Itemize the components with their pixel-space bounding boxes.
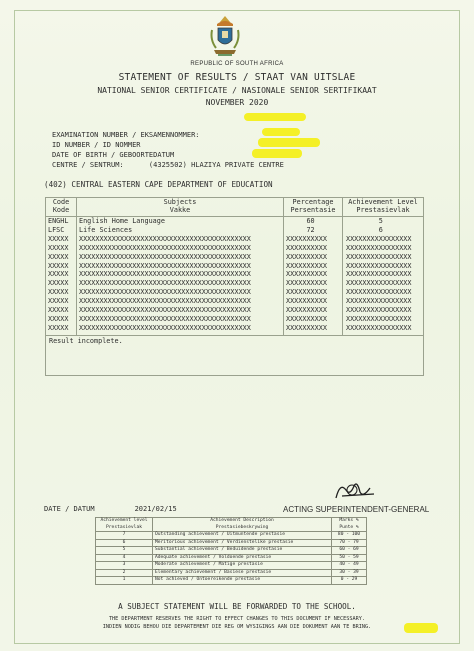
key-marks-cell: 80 - 100 [332,532,367,540]
subjects-header: Subjects Vakke [77,198,284,217]
exam-number-label: EXAMINATION NUMBER / EKSAMENNOMMER: [52,131,200,139]
department-label: (402) CENTRAL EASTERN CAPE DEPARTMENT OF EDUCATION [44,180,273,189]
key-level-cell: 5 [96,547,153,555]
key-row [96,532,367,540]
key-desc-cell: Substantial achievement / Beduidende prestasie [153,547,332,555]
redaction-highlight [258,138,320,147]
key-row [96,539,367,547]
key-row [96,562,367,570]
key-body [96,532,367,585]
reserve-note: THE DEPARTMENT RESERVES THE RIGHT TO EFFECT CHANGES TO THIS DOCUMENT IF NECESSARY. [108,616,366,622]
result-remark: Result incomplete. [46,336,424,376]
key-level-cell: 3 [96,562,153,570]
key-row [96,577,367,585]
key-marks-cell: 50 - 59 [332,554,367,562]
subjects-column: English Home Language Life Sciences XXXXXXXXXXXXXXXXXXXXXXXXXXXXXXXXXXXXXXXXXX XXXXXXXXXXXXXXXXXXXXXXXXXXXXXXXXXXXXXXXXXX XXXXXXXXXXXXXXXXXXXXXXXXXXXXXXXXXXXXXXXXXX XXXXXXXXXXXXXXXXXXXXXXXXXXXXXXXXXXXXXXXXXX XXXXXXXXXXXXXXXXXXXXXXXXXXXXXXXXXXXXXXXXXX XXXXXXXXXXXXXXXXXXXXXXXXXXXXXXXXXXXXXXXXXX XXXXXXXXXXXXXXXXXXXXXXXXXXXXXXXXXXXXXXXXXX XXXXXXXXXXXXXXXXXXXXXXXXXXXXXXXXXXXXXXXXXX XXXXXXXXXXXXXXXXXXXXXXXXXXXXXXXXXXXXXXXXXX XXXXXXXXXXXXXXXXXXXXXXXXXXXXXXXXXXXXXXXXXX XXXXXXXXXXXXXXXXXXXXXXXXXXXXXXXXXXXXXXXXXX [77,217,284,336]
acting-superintendent-label: ACTING SUPERINTENDENT-GENERAL [283,505,430,514]
key-marks-cell: 0 - 29 [332,577,367,585]
key-header-row [96,518,367,532]
key-level-header: Achievement level Prestasievlak [96,518,153,532]
exam-session: NOVEMBER 2020 [205,98,269,107]
key-marks-cell: 70 - 79 [332,539,367,547]
date-value: 2021/02/15 [134,505,177,513]
key-level-cell: 4 [96,554,153,562]
redaction-highlight [252,149,302,158]
key-marks-cell: 30 - 39 [332,569,367,577]
key-row [96,547,367,555]
key-level-cell: 2 [96,569,153,577]
percentage-header: Percentage Persentasie [284,198,343,217]
key-marks-header: Marks % Punte % [332,518,367,532]
signature-icon [330,478,378,504]
key-level-cell: 7 [96,532,153,540]
date-label: DATE / DATUM [44,505,95,513]
key-desc-cell: Moderate achievement / Matige prestasie [153,562,332,570]
forwarded-note: A SUBJECT STATEMENT WILL BE FORWARDED TO THE SCHOOL. [118,602,356,611]
dob-label: DATE OF BIRTH / GEBOORTEDATUM [52,151,175,159]
reserve-note-afrikaans: INDIEN NODIG BEHOU DIE DEPARTEMENT DIE REG OM WYSIGINGS AAN DIE DOKUMENT AAN TE BRING. [102,624,372,630]
coat-of-arms-icon [208,14,242,60]
achievement-key-table [95,517,367,585]
redaction-highlight [262,128,300,136]
code-column: ENGHL LFSC XXXXX XXXXX XXXXX XXXXX XXXXX XXXXX XXXXX XXXXX XXXXX XXXXX XXXXX [46,217,77,336]
code-header: Code Kode [46,198,77,217]
date-row [44,505,177,513]
key-marks-cell: 60 - 69 [332,547,367,555]
id-number-label: ID NUMBER / ID NOMMER [52,141,141,149]
results-table [45,197,424,376]
results-header-row [46,198,424,217]
key-desc-cell: Elementary achievement / Basiese prestasie [153,569,332,577]
level-column: 5 6 XXXXXXXXXXXXXXXX XXXXXXXXXXXXXXXX XXXXXXXXXXXXXXXX XXXXXXXXXXXXXXXX XXXXXXXXXXXXXXXX XXXXXXXXXXXXXXXX XXXXXXXXXXXXXXXX XXXXXXXXXXXXXXXX XXXXXXXXXXXXXXXX XXXXXXXXXXXXXXXX XXXXXXXXXXXXXXXX [343,217,424,336]
key-row [96,569,367,577]
results-remark-row [46,336,424,376]
key-marks-cell: 40 - 49 [332,562,367,570]
percentage-column: 60 72 XXXXXXXXXX XXXXXXXXXX XXXXXXXXXX XXXXXXXXXX XXXXXXXXXX XXXXXXXXXX XXXXXXXXXX XXXXXXXXXX XXXXXXXXXX XXXXXXXXXX XXXXXXXXXX [284,217,343,336]
country-label: REPUBLIC OF SOUTH AFRICA [190,61,284,67]
key-level-cell: 6 [96,539,153,547]
key-desc-cell: Not achieved / Ontoereikende prestasie [153,577,332,585]
key-desc-cell: Adequate achievement / Voldoende prestasie [153,554,332,562]
redaction-highlight [244,113,306,121]
key-desc-cell: Outstanding achievement / Uitmuntende prestasie [153,532,332,540]
document-subtitle: NATIONAL SENIOR CERTIFICATE / NASIONALE SENIOR SERTIFIKAAT [97,86,377,95]
key-desc-header: Achievement Description Prestasiebeskrywing [153,518,332,532]
key-level-cell: 1 [96,577,153,585]
level-header: Achievement Level Prestasievlak [343,198,424,217]
centre-label: CENTRE / SENTRUM: (4325502) HLAZIYA PRIVATE CENTRE [52,161,284,169]
key-desc-cell: Meritorious achievement / Verdienstelike prestasie [153,539,332,547]
results-body-row [46,217,424,336]
key-row [96,554,367,562]
document-title: STATEMENT OF RESULTS / STAAT VAN UITSLAE [118,72,356,83]
